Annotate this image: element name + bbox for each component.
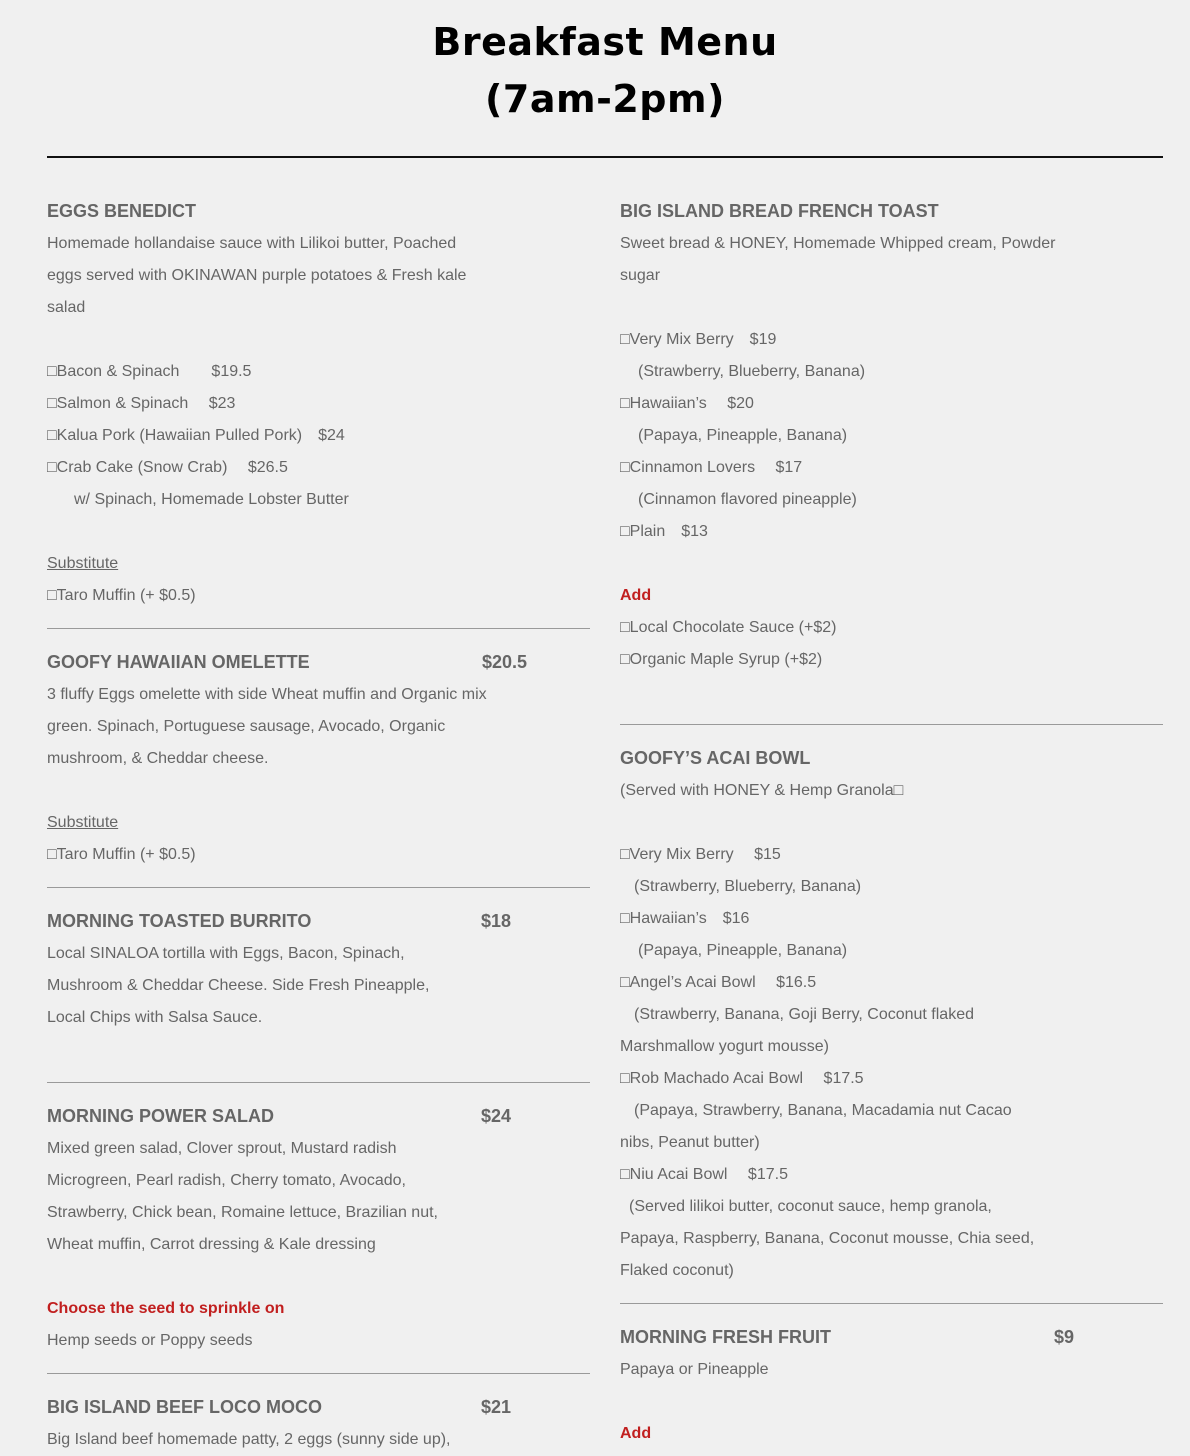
menu-option: □Very Mix Berry $15 xyxy=(620,846,781,863)
french-toast-section xyxy=(620,194,1163,676)
menu-option: □Cinnamon Lovers $17 xyxy=(620,459,803,476)
substitute-label: Substitute xyxy=(47,555,119,572)
option-detail: (Papaya, Pineapple, Banana) xyxy=(638,942,848,959)
add-label: Add xyxy=(620,1425,652,1442)
section-title: MORNING TOASTED BURRITO xyxy=(47,911,312,931)
substitute-item: □Taro Muffin (+ $0.5) xyxy=(47,587,196,604)
seed-options: Hemp seeds or Poppy seeds xyxy=(47,1332,253,1349)
add-option: □Organic Maple Syrup (+$2) xyxy=(620,651,823,668)
section-description: Local SINALOA tortilla with Eggs, Bacon, Spinach, Mushroom & Cheddar Cheese. Side Fresh Pineapple, Local Chips with Salsa Sauce. xyxy=(47,945,430,1026)
section-title: GOOFY HAWAIIAN OMELETTE xyxy=(47,652,310,672)
section-description: 3 fluffy Eggs omelette with side Wheat muffin and Organic mix green. Spinach, Portuguese sausage, Avocado, Organic mushroom, & Cheddar cheese. xyxy=(47,686,487,767)
option-note: w/ Spinach, Homemade Lobster Butter xyxy=(74,491,349,508)
menu-option: □Crab Cake (Snow Crab) $26.5 xyxy=(47,459,288,476)
menu-option: □Niu Acai Bowl $17.5 xyxy=(620,1166,788,1183)
section-description: Big Island beef homemade patty, 2 eggs (sunny side up), xyxy=(47,1431,451,1448)
add-option: □Local Chocolate Sauce (+$2) xyxy=(620,619,837,636)
burrito-section xyxy=(47,904,590,1034)
section-description: Sweet bread & HONEY, Homemade Whipped cream, Powder sugar xyxy=(620,235,1056,284)
option-detail: (Strawberry, Blueberry, Banana) xyxy=(634,878,862,895)
menu-option: □Hawaiian’s $16 xyxy=(620,910,750,927)
page-title xyxy=(0,14,1190,128)
eggs-benedict-section xyxy=(47,194,590,612)
header-divider xyxy=(47,156,1163,158)
option-detail: (Papaya, Pineapple, Banana) xyxy=(638,427,848,444)
option-detail: (Cinnamon flavored pineapple) xyxy=(638,491,857,508)
section-title: BIG ISLAND BREAD FRENCH TOAST xyxy=(620,201,939,221)
substitute-item: □Taro Muffin (+ $0.5) xyxy=(47,846,196,863)
section-description: Papaya or Pineapple xyxy=(620,1361,769,1378)
menu-option: □Salmon & Spinach $23 xyxy=(47,395,236,412)
menu-option: □Hawaiian’s $20 xyxy=(620,395,754,412)
option-detail: (Served lilikoi butter, coconut sauce, hemp granola, Papaya, Raspberry, Banana, Coconut mousse, Chia seed, Flaked coconut) xyxy=(620,1198,1035,1279)
right-column xyxy=(620,194,1163,1450)
option-detail: (Strawberry, Blueberry, Banana) xyxy=(638,363,866,380)
section-description: Mixed green salad, Clover sprout, Mustard radish Microgreen, Pearl radish, Cherry tomato, Avocado, Strawberry, Chick bean, Romaine lettuce, Brazilian nut, Wheat muffin, Carrot dressing & Kale dressing xyxy=(47,1140,438,1253)
section-title: MORNING POWER SALAD xyxy=(47,1106,274,1126)
section-price: $18 xyxy=(480,911,511,931)
section-price: $21 xyxy=(480,1397,511,1417)
menu-title: Breakfast Menu xyxy=(432,20,778,64)
omelette-section xyxy=(47,645,590,871)
fresh-fruit-section xyxy=(620,1320,1163,1450)
menu-option: □Kalua Pork (Hawaiian Pulled Pork) $24 xyxy=(47,427,345,444)
section-price: $9 xyxy=(1053,1327,1074,1347)
section-description: Homemade hollandaise sauce with Lilikoi butter, Poached eggs served with OKINAWAN purple potatoes & Fresh kale salad xyxy=(47,235,467,316)
salad-section xyxy=(47,1099,590,1357)
loco-moco-section xyxy=(47,1390,590,1456)
section-title: GOOFY’S ACAI BOWL xyxy=(620,748,811,768)
menu-option: □Plain $13 xyxy=(620,523,708,540)
choose-seed-label: Choose the seed to sprinkle on xyxy=(47,1300,285,1317)
acai-bowl-section xyxy=(620,741,1163,1287)
option-detail: (Strawberry, Banana, Goji Berry, Coconut flaked Marshmallow yogurt mousse) xyxy=(620,1006,974,1055)
menu-option: □Very Mix Berry $19 xyxy=(620,331,777,348)
section-title: MORNING FRESH FRUIT xyxy=(620,1327,831,1347)
menu-option: □Angel’s Acai Bowl $16.5 xyxy=(620,974,817,991)
menu-hours: (7am-2pm) xyxy=(485,77,725,121)
section-price: $24 xyxy=(480,1106,511,1126)
section-title: EGGS BENEDICT xyxy=(47,201,197,221)
section-description: (Served with HONEY & Hemp Granola□ xyxy=(620,782,904,799)
menu-option: □Bacon & Spinach $19.5 xyxy=(47,363,252,380)
section-title: BIG ISLAND BEEF LOCO MOCO xyxy=(47,1397,323,1417)
add-label: Add xyxy=(620,587,652,604)
menu-option: □Rob Machado Acai Bowl $17.5 xyxy=(620,1070,864,1087)
option-detail: (Papaya, Strawberry, Banana, Macadamia nut Cacao nibs, Peanut butter) xyxy=(620,1102,1012,1151)
left-column xyxy=(47,194,590,1456)
section-price: $20.5 xyxy=(481,652,527,672)
substitute-label: Substitute xyxy=(47,814,119,831)
